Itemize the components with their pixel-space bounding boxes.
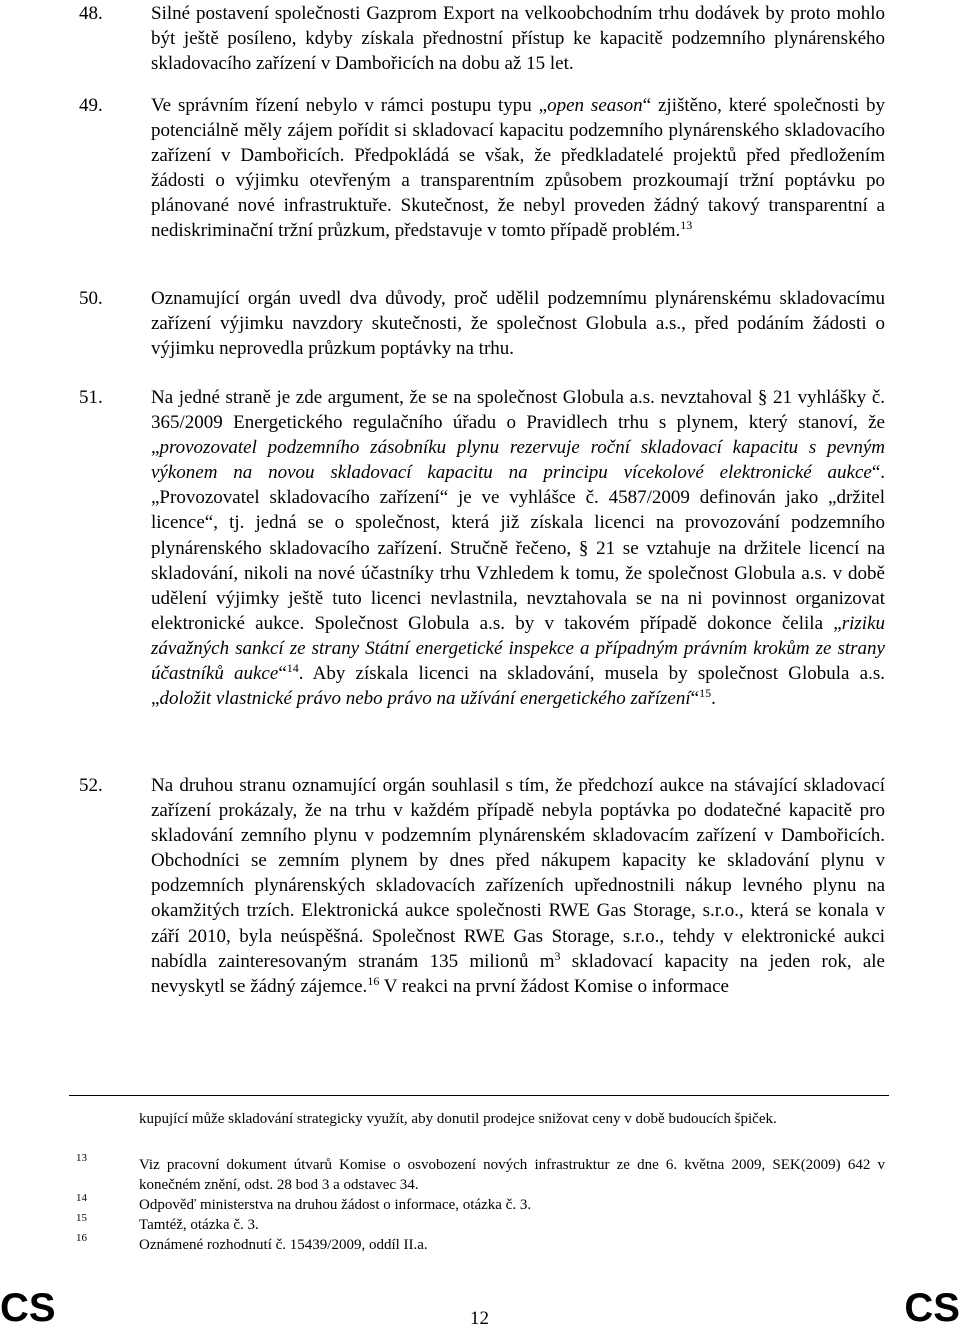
italic-quote: riziku závažných sankcí ze strany Státní energetické inspekce a případným právním krokům ze strany účastníků aukce <box>151 612 885 685</box>
language-code-left: CS <box>0 1286 56 1330</box>
footnote-number: 15 <box>76 1212 87 1224</box>
paragraph-text: Silné postavení společnosti Gazprom Export na velkoobchodním trhu dodávek by proto mohlo být ještě posíleno, kdyby získala přednostní přístup ke kapacitě podzemního plynárenského skladovacího zařízení v Dambořicích na dobu až 15 let. <box>151 3 885 75</box>
text-run: “. „Provozovatel skladovacího zařízení“ je ve vyhlášce č. 4587/2009 definován jako „držitel licence“, tj. jedná se o společnost, která již získala licenci na provozování podzemního plynárenského skladovacího zařízení. Stručně řečeno, § 21 se vztahuje na držitele licencí na skladování, nikoli na nové účastníky trhu Vzhledem k tomu, že společnost Globula a.s. v době udělení výjimky ještě tuto licenci nevlastnila, nevztahovala se na ni povinnost organizovat elektronické aukce. Společnost Globula a.s. by v takovém případě dokonce čelila „ <box>151 462 885 634</box>
paragraph-number: 50. <box>79 288 103 309</box>
footnote-continuation: kupující může skladování strategicky využít, aby donutil prodejce snižovat ceny v době budoucích špiček. <box>139 1111 777 1127</box>
footnote-ref[interactable]: 15 <box>699 686 712 701</box>
text-run: . <box>711 688 716 710</box>
text-run: Ve správním řízení nebylo v rámci postupu typu „ <box>151 95 548 116</box>
paragraph-number: 48. <box>79 3 103 24</box>
paragraph-text: Oznamující orgán uvedl dva důvody, proč udělil podzemnímu plynárenskému skladovacímu zařízení výjimku navzdory skutečnosti, že společnost Globula a.s., před podáním žádosti o výjimku neprovedla průzkum poptávky na trhu. <box>151 288 885 360</box>
paragraph-text <box>151 773 885 999</box>
footnote-text: Oznámené rozhodnutí č. 15439/2009, oddíl II.a. <box>139 1237 428 1253</box>
paragraph-number: 51. <box>79 387 103 408</box>
paragraph-number: 52. <box>79 775 103 796</box>
text-run: “ zjištěno, které společnosti by potenciálně měly zájem pořídit si skladovací kapacitu podzemního plynárenského skladovacího zařízení v Dambořicích. Předpokládá se však, že předkladatelé projektů před předložením žádosti o výjimku otevřeným a transparentním způsobem prozkoumají tržní poptávku po plánované nové infrastruktuře. Skutečnost, že nebyl proveden žádný takový transparentní a nediskriminační tržní průzkum, představuje v tomto případě problém. <box>151 95 886 242</box>
text-run: Na jedné straně je zde argument, že se na společnost Globula a.s. nevztahoval § 21 vyhlášky č. 365/2009 Energetického regulačního úřadu o Pravidlech trhu s plynem, který stanoví, že „ <box>151 387 885 459</box>
paragraph-number: 49. <box>79 95 103 116</box>
text-run: V reakci na první žádost Komise o informace <box>379 975 729 997</box>
footnote-ref[interactable]: 13 <box>680 218 693 233</box>
text-run: “ <box>690 688 700 710</box>
italic-quote: doložit vlastnické právo nebo právo na užívání energetického zařízení <box>159 688 691 710</box>
text-run: skladovací kapacity na jeden rok, ale nevyskytl se žádný zájemce. <box>151 950 885 997</box>
footnote-number: 16 <box>76 1232 87 1244</box>
italic-term: open season <box>547 95 643 116</box>
footnote-text: Odpověď ministerstva na druhou žádost o informace, otázka č. 3. <box>139 1197 532 1213</box>
text-run: Na druhou stranu oznamující orgán souhlasil s tím, že předchozí aukce na stávající skladovací zařízení prokázaly, že na trhu v každém případě nebyla poptávka po dodatečné kapacitě pro skladování zemního plynu v podzemním plynárenském skladovacím zařízení v Dambořicích. Obchodníci se zemním plynem by dnes před nákupem kapacity ke skladování plynu v podzemních plynárenských skladovacích zařízeních upřednostnili nákup levného plynu na okamžitých trzích. Elektronická aukce společnosti RWE Gas Storage, s.r.o., která se konala v září 2010, byla neúspěšná. Společnost RWE Gas Storage, s.r.o., tehdy v elektronické aukci nabídla zainteresovaným stranám 135 milionů m <box>151 775 885 972</box>
paragraph-text <box>151 385 885 711</box>
footnote-number: 14 <box>76 1192 87 1204</box>
footnote-ref[interactable]: 14 <box>286 661 299 676</box>
text-run: “ <box>278 663 287 685</box>
text-run: . Aby získala licenci na skladování, musela by společnost Globula a.s. „ <box>151 663 885 710</box>
footnote-text: Tamtéž, otázka č. 3. <box>139 1217 259 1233</box>
footnote-text: Viz pracovní dokument útvarů Komise o osvobození nových infrastruktur ze dne 6. května 2009, SEK(2009) 642 v konečném znění, odst. 28 bod 3 a odstavec 34. <box>139 1157 885 1193</box>
footnote-separator <box>69 1095 889 1096</box>
footnote-ref[interactable]: 16 <box>367 973 380 988</box>
paragraph-text <box>151 93 885 244</box>
page-number: 12 <box>470 1308 489 1329</box>
superscript: 3 <box>554 948 561 963</box>
language-code-right: CS <box>904 1286 960 1330</box>
italic-quote: provozovatel podzemního zásobníku plynu rezervuje roční skladovací kapacitu s pevným výkonem na novou skladovací kapacitu na principu vícekolové elektronické aukce <box>151 437 885 484</box>
footnote-number: 13 <box>76 1152 87 1164</box>
